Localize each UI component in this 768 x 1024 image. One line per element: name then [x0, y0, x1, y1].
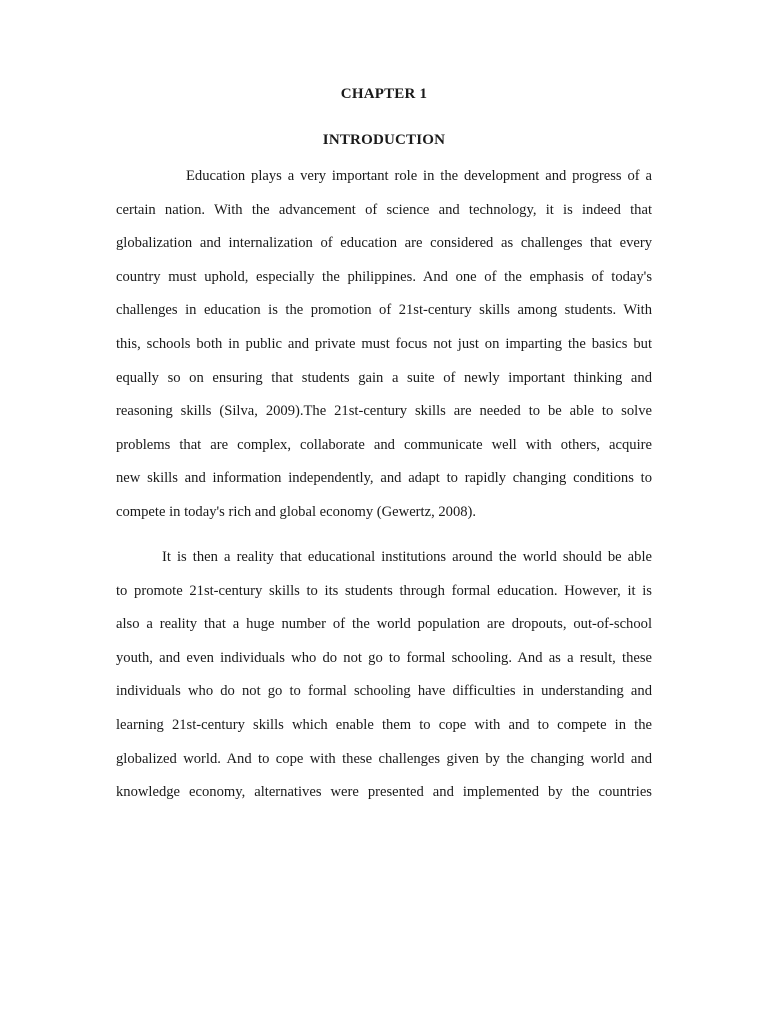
- paragraph-line: to promote 21st-century skills to its students through formal education. However, it is: [116, 582, 652, 599]
- paragraph-1: [116, 160, 652, 530]
- paragraph-line: individuals who do not go to formal schooling have difficulties in understanding and: [116, 683, 652, 700]
- paragraph-line: equally so on ensuring that students gain a suite of newly important thinking and: [116, 369, 652, 386]
- paragraph-line: knowledge economy, alternatives were presented and implemented by the countries: [116, 784, 652, 801]
- paragraph-line: globalization and internalization of education are considered as challenges that every: [116, 235, 652, 252]
- paragraph-line: challenges in education is the promotion of 21st-century skills among students. With: [116, 302, 652, 319]
- paragraph-line: new skills and information independently, and adapt to rapidly changing conditions to: [116, 470, 652, 487]
- paragraph-line: Education plays a very important role in the development and progress of a: [186, 168, 652, 184]
- paragraph-line: compete in today's rich and global economy (Gewertz, 2008).: [116, 503, 477, 520]
- paragraph-line: globalized world. And to cope with these challenges given by the changing world and: [116, 750, 652, 767]
- chapter-title: CHAPTER 1: [340, 86, 428, 102]
- paragraph-line: problems that are complex, collaborate and communicate well with others, acquire: [116, 436, 652, 453]
- paragraph-line: learning 21st-century skills which enable them to cope with and to compete in the: [116, 716, 652, 733]
- section-title: INTRODUCTION: [322, 132, 446, 148]
- paragraph-line: youth, and even individuals who do not go to formal schooling. And as a result, these: [116, 649, 652, 666]
- paragraph-line: certain nation. With the advancement of science and technology, it is indeed that: [116, 201, 652, 218]
- paragraph-line: this, schools both in public and private must focus not just on imparting the basics but: [116, 335, 652, 352]
- paragraph-line: reasoning skills (Silva, 2009).The 21st-century skills are needed to be able to solve: [116, 403, 652, 420]
- paragraph-2: [116, 541, 652, 810]
- paragraph-line: country must uphold, especially the philippines. And one of the emphasis of today's: [116, 268, 652, 285]
- paragraph-line: It is then a reality that educational institutions around the world should be able: [162, 549, 652, 565]
- paragraph-line: also a reality that a huge number of the world population are dropouts, out-of-school: [116, 616, 652, 633]
